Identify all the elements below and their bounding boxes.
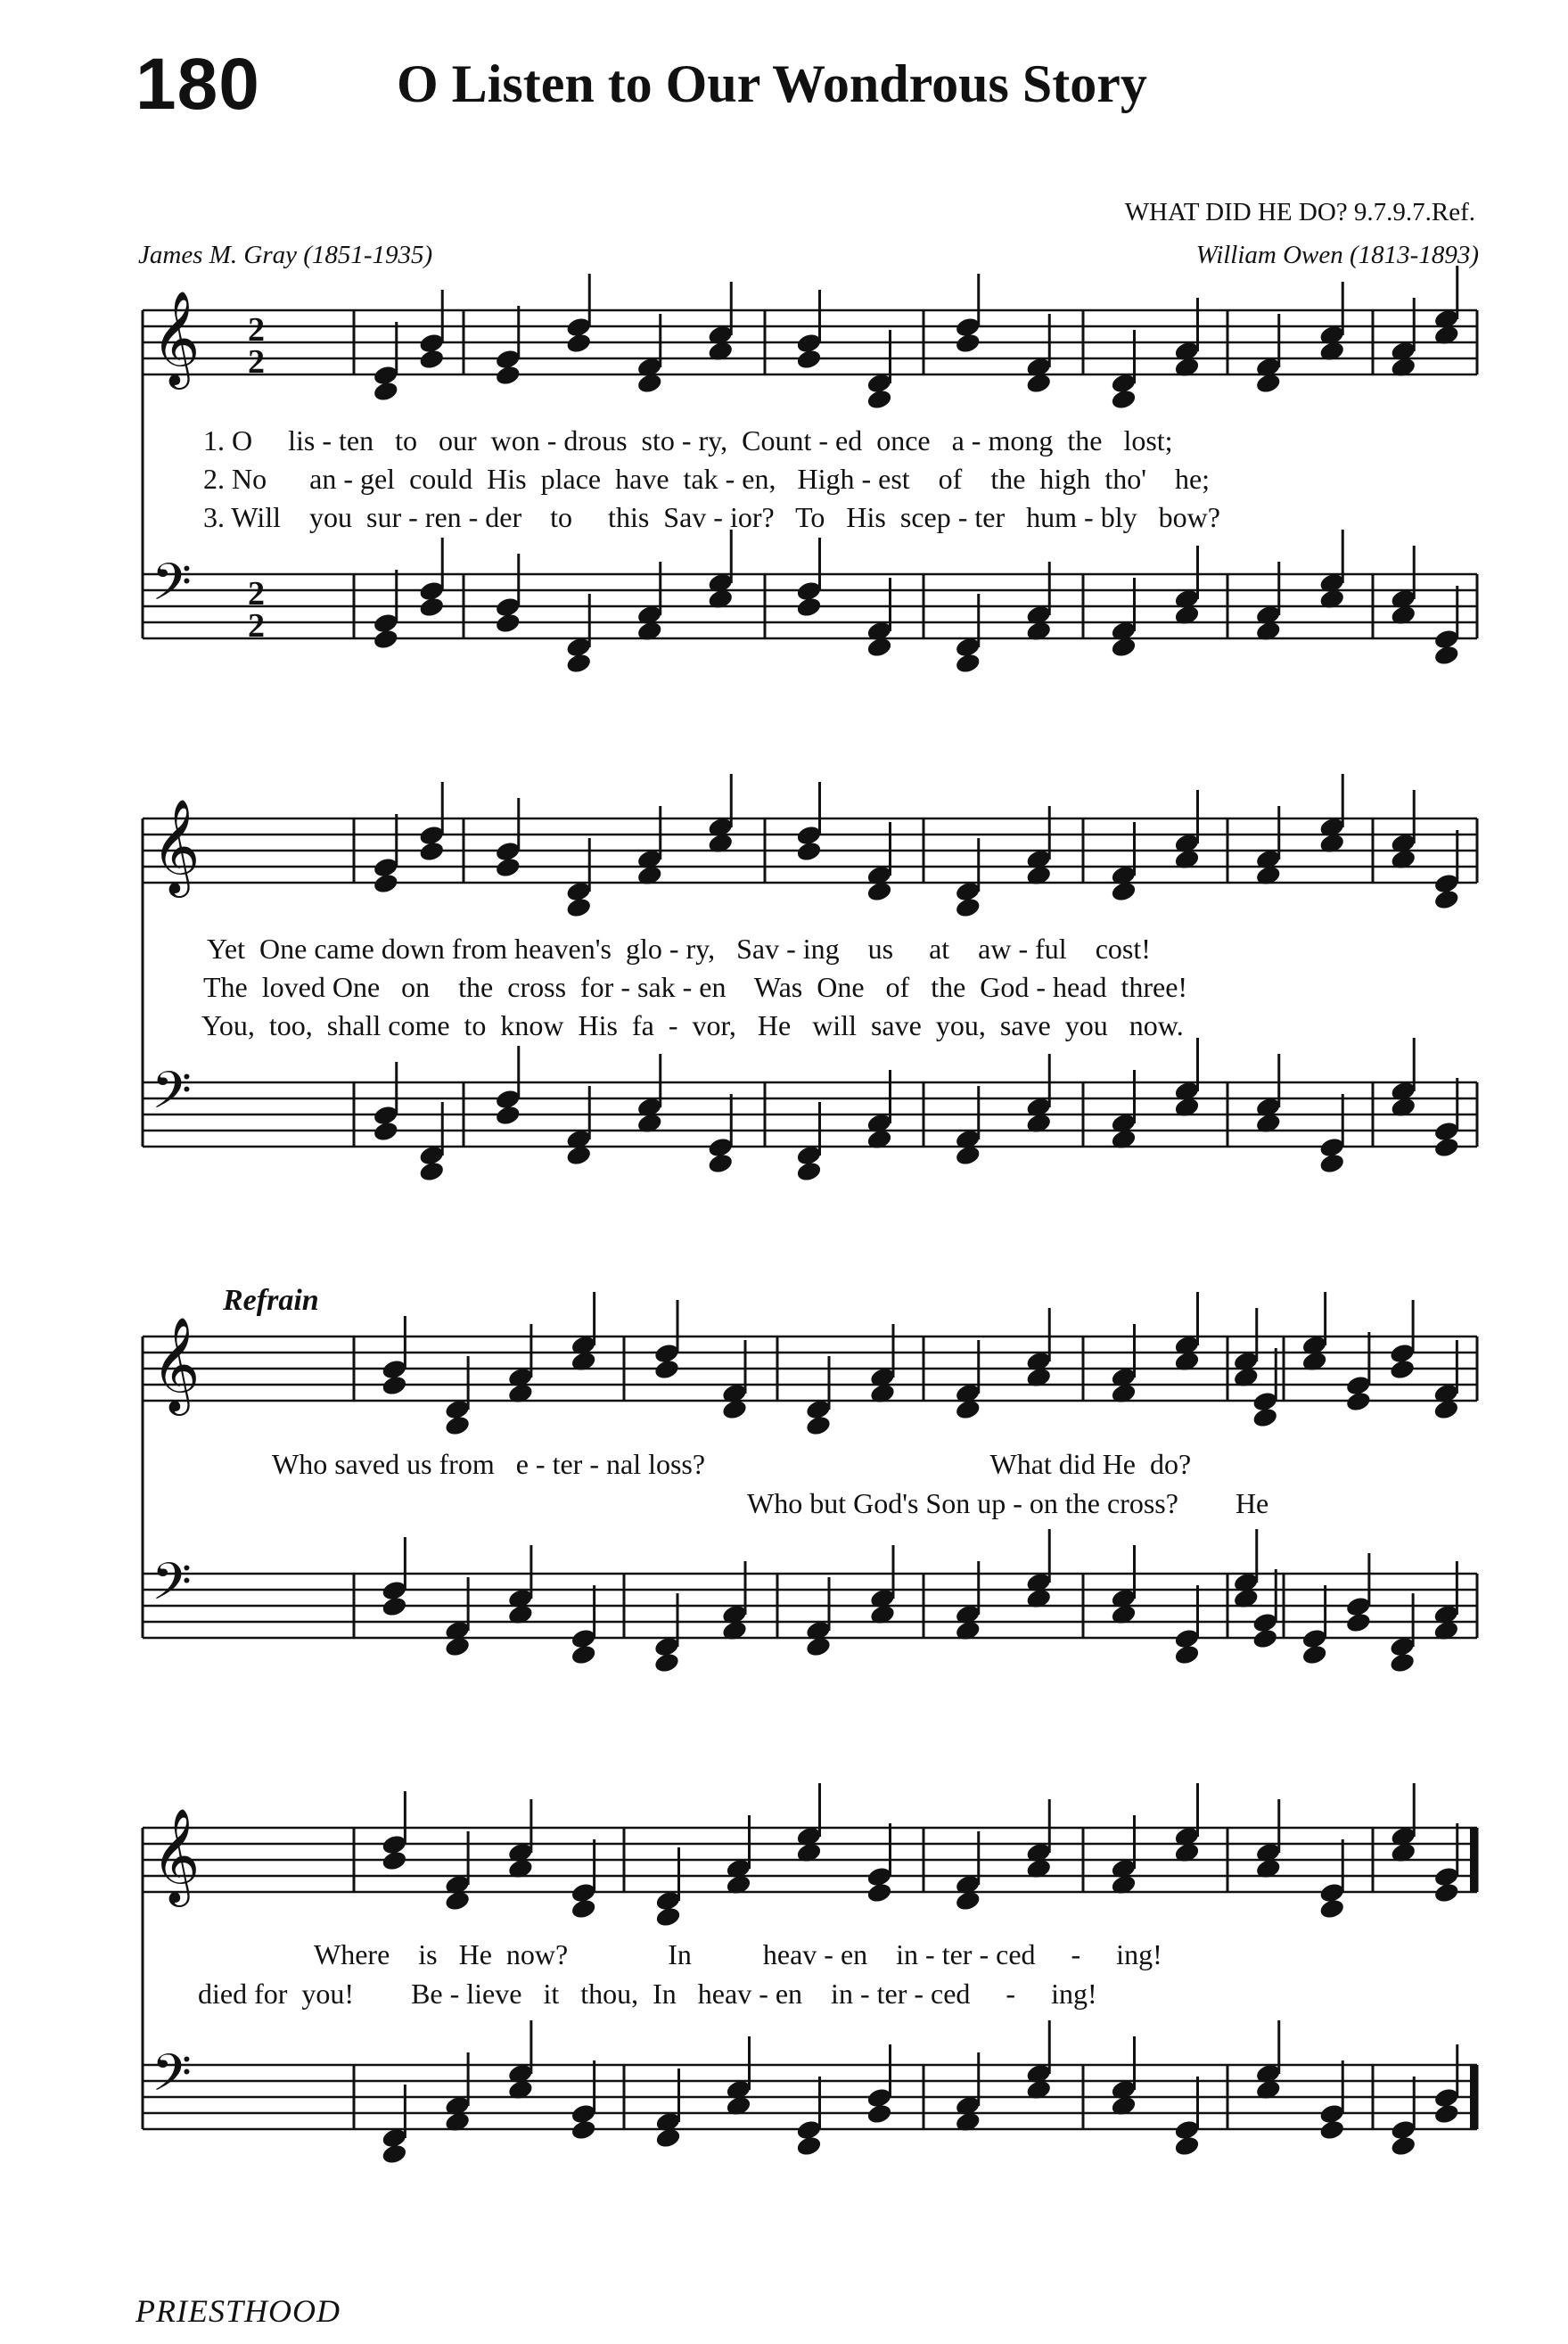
note-head (1173, 2134, 1201, 2158)
note-head (1252, 1406, 1279, 1429)
note-head (1433, 1881, 1460, 1904)
note-head (1433, 644, 1460, 667)
lyric-s4-v2: died for you! Be - lieve it thou, In heav - en in - ter - ced - ing! (198, 1978, 1097, 2010)
note-head (570, 1897, 597, 1920)
note-head (418, 348, 446, 371)
note-head (795, 2134, 823, 2158)
note-head (570, 2118, 597, 2142)
note-head (1433, 2102, 1460, 2126)
note-head (954, 896, 981, 919)
treble-clef: 𝄞 (152, 1316, 201, 1411)
note-head (795, 596, 823, 619)
note-head (1390, 2134, 1417, 2158)
time-signature-bottom: 2 (248, 343, 265, 381)
note-head (1173, 1643, 1201, 1666)
lyric-s2-v1: Yet One came down from heaven's glo - ry, Sav - ing us at aw - ful cost! (207, 933, 1151, 965)
treble-clef: 𝄞 (152, 798, 201, 893)
note-head (954, 332, 981, 355)
note-head (381, 1374, 408, 1397)
note-head (565, 896, 593, 919)
hymn-title: O Listen to Our Wondrous Story (397, 54, 1147, 113)
note-head (1110, 388, 1137, 411)
time-signature-top: 2 (248, 311, 265, 349)
final-barline (1470, 1828, 1477, 1892)
bass-clef: 𝄢 (152, 2043, 193, 2116)
note-head (1252, 1627, 1279, 1650)
lyric-s1-v2: 2. No an - gel could His place have tak - en, High - est of the high tho' he; (203, 463, 1211, 495)
note-head (866, 388, 893, 411)
treble-clef: 𝄞 (152, 290, 201, 385)
lyric-s4-v1: Where is He now? In heav - en in - ter - ced - ing! (314, 1938, 1162, 1970)
lyric-s3-v2: Who but God's Son up - on the cross? He (747, 1487, 1269, 1519)
note-head (1318, 2118, 1346, 2142)
note-head (418, 1160, 446, 1183)
note-head (707, 1152, 735, 1175)
lyric-s3-v1: Who saved us from e - ter - nal loss? What did He do? (272, 1448, 1192, 1480)
note-head (418, 596, 446, 619)
note-head (381, 1849, 408, 1872)
bass-clef: 𝄢 (152, 1060, 193, 1133)
lyric-s1-v3: 3. Will you sur - ren - der to this Sav - ior? To His scep - ter hum - bly bow? (203, 501, 1220, 533)
note-head (494, 856, 521, 879)
composer-credit: William Owen (1813-1893) (1195, 241, 1479, 269)
note-head (444, 1414, 472, 1437)
time-signature-bottom: 2 (248, 607, 265, 645)
note-head (795, 348, 823, 371)
note-head (381, 1595, 408, 1618)
note-head (570, 1643, 597, 1666)
note-head (1433, 888, 1460, 911)
note-head (565, 652, 593, 675)
note-head (372, 1120, 399, 1143)
note-head (494, 1104, 521, 1127)
note-head (866, 2102, 893, 2126)
note-head (954, 652, 981, 675)
refrain-label: Refrain (223, 1284, 319, 1317)
note-head (372, 872, 399, 895)
note-head (653, 1651, 681, 1674)
note-head (494, 612, 521, 635)
note-head (381, 2142, 408, 2166)
final-barline (1470, 2065, 1477, 2129)
tune-name: WHAT DID HE DO? 9.7.9.7.Ref. (1124, 198, 1475, 226)
note-head (805, 1414, 833, 1437)
note-head (1301, 1643, 1328, 1666)
note-head (1389, 1358, 1416, 1381)
note-head (1345, 1611, 1373, 1634)
note-head (1318, 1897, 1346, 1920)
note-head (1389, 1651, 1416, 1674)
lyric-s1-v1: 1. O lis - ten to our won - drous sto - ry, Count - ed once a - mong the lost; (203, 424, 1173, 456)
bass-clef: 𝄢 (152, 552, 193, 625)
note-head (418, 840, 446, 863)
note-head (1433, 1136, 1460, 1159)
author-credit: James M. Gray (1851-1935) (138, 241, 433, 269)
note-head (795, 1160, 823, 1183)
footer-category: PRIESTHOOD (135, 2293, 341, 2329)
treble-clef: 𝄞 (152, 1807, 201, 1903)
lyric-s2-v3: You, too, shall come to know His fa - vor, He will save you, save you now. (201, 1009, 1184, 1041)
note-head (565, 332, 593, 355)
note-head (1345, 1390, 1373, 1413)
lyric-s2-v2: The loved One on the cross for - sak - en Was One of the God - head three! (203, 971, 1188, 1003)
hymn-number: 180 (135, 44, 260, 125)
note-head (654, 1905, 682, 1929)
note-head (866, 1881, 893, 1904)
note-head (1318, 1152, 1346, 1175)
note-head (795, 840, 823, 863)
note-head (653, 1358, 681, 1381)
time-signature-top: 2 (248, 575, 265, 613)
note-head (372, 380, 399, 403)
bass-clef: 𝄢 (152, 1551, 193, 1624)
note-head (372, 628, 399, 651)
note-head (494, 364, 521, 387)
